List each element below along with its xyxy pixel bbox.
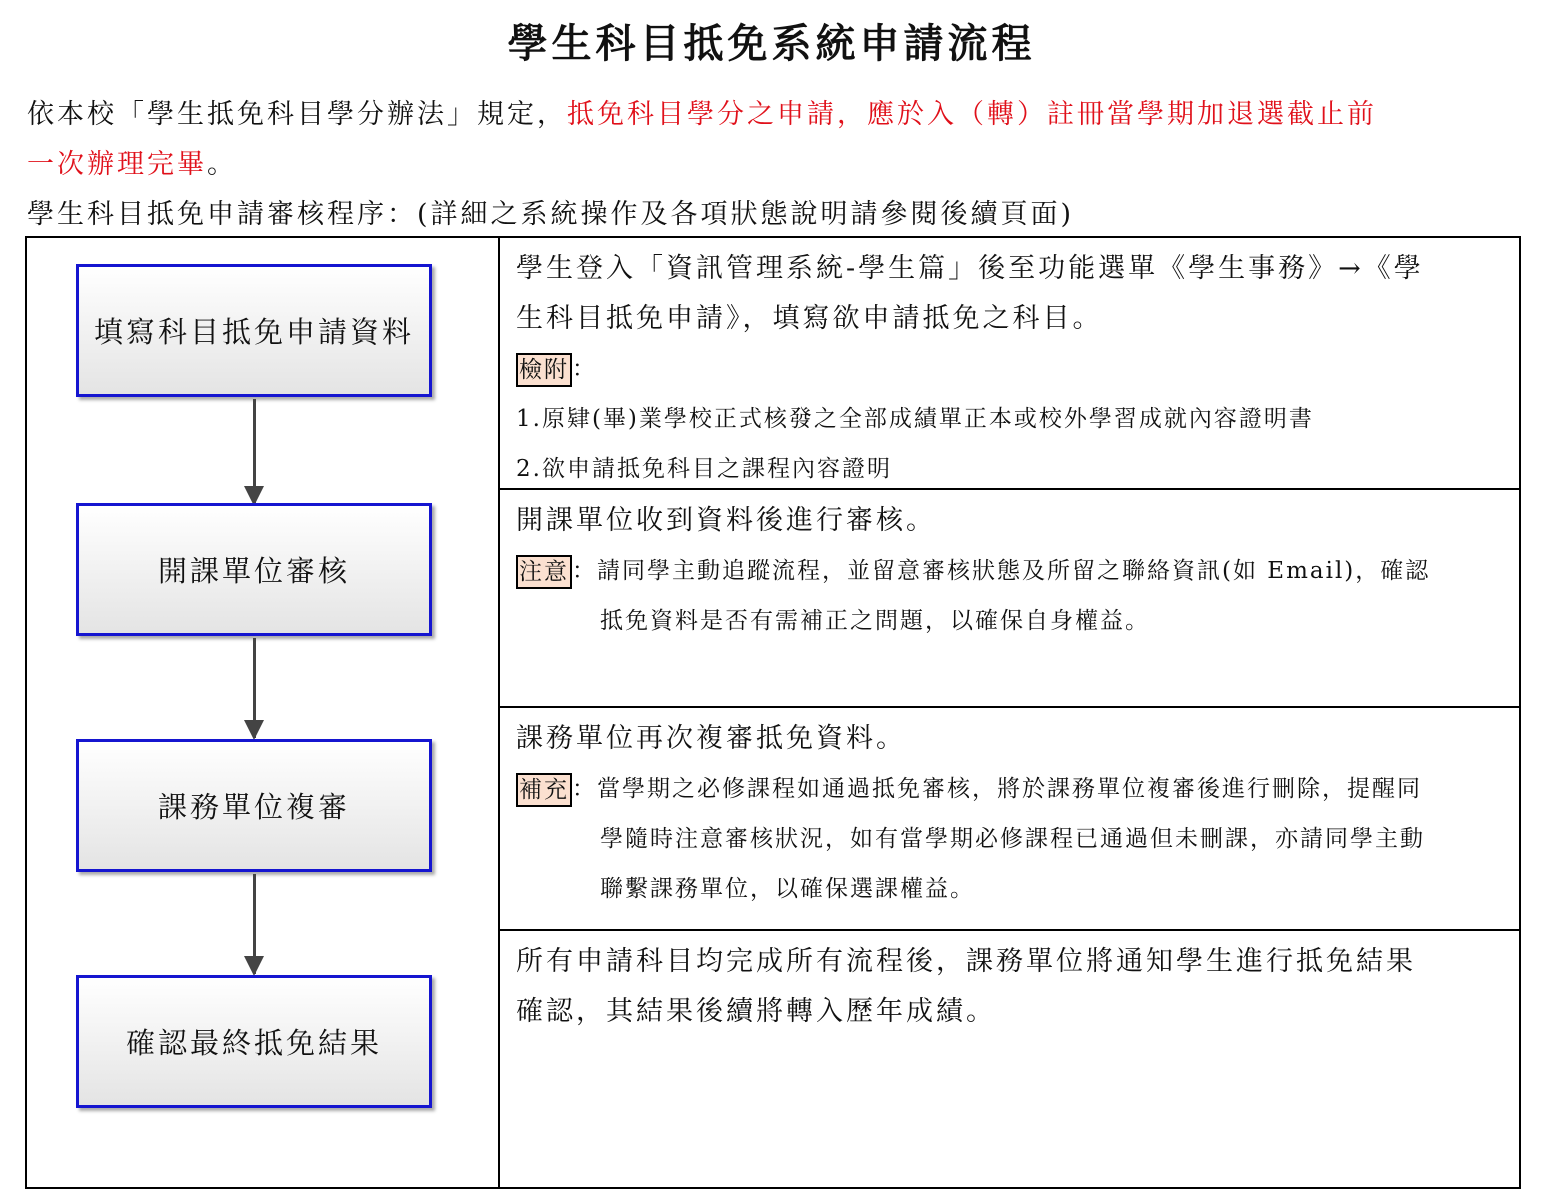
intro-deadline: 抵免科目學分之申請，應於入（轉）註冊當學期加退選截止前	[567, 99, 1377, 130]
detail-text: 開課單位收到資料後進行審核。	[516, 505, 936, 536]
arrow-down-icon	[253, 399, 256, 504]
detail-row-2	[500, 490, 1519, 708]
intro-prefix: 依本校「學生抵免科目學分辦法」規定，	[27, 99, 567, 130]
detail-text: 所有申請科目均完成所有流程後，課務單位將通知學生進行抵免結果	[516, 946, 1416, 977]
step-box-3: 課務單位複審	[76, 739, 432, 872]
detail-text: 確認，其結果後續將轉入歷年成績。	[516, 996, 996, 1027]
detail-text: 學生登入「資訊管理系統-學生篇」後至功能選單《學生事務》→《學	[516, 253, 1424, 284]
attachment-item: 1.原肄(畢)業學校正式核發之全部成績單正本或校外學習成就內容證明書	[516, 406, 1314, 432]
detail-row-4	[500, 931, 1519, 1189]
tag-colon: ：	[572, 356, 597, 382]
arrow-down-icon	[253, 638, 256, 738]
step-box-1: 填寫科目抵免申請資料	[76, 264, 432, 397]
note-text: 學隨時注意審核狀況，如有當學期必修課程已通過但未刪課，亦請同學主動	[600, 826, 1425, 852]
intro-suffix: 。	[207, 149, 237, 180]
detail-text: 課務單位再次複審抵免資料。	[516, 723, 906, 754]
notice-tag: 注意	[516, 555, 572, 589]
detail-row-1	[500, 238, 1519, 490]
supplement-tag: 補充	[516, 773, 572, 807]
intro-line-2	[27, 142, 237, 181]
procedure-heading: 學生科目抵免申請審核程序：(詳細之系統操作及各項狀態說明請參閱後續頁面)	[27, 199, 1075, 230]
attachment-tag: 檢附	[516, 353, 572, 387]
step-box-4: 確認最終抵免結果	[76, 975, 432, 1108]
intro-deadline-cont: 一次辦理完畢	[27, 149, 207, 180]
detail-text: 生科目抵免申請》，填寫欲申請抵免之科目。	[516, 303, 1103, 334]
attachment-item: 2.欲申請抵免科目之課程內容證明	[516, 456, 892, 482]
intro-line-1	[27, 92, 1377, 131]
flow-table	[25, 236, 1521, 1189]
page-title: 學生科目抵免系統申請流程	[507, 20, 1036, 67]
arrow-down-icon	[253, 874, 256, 974]
note-text: 抵免資料是否有需補正之問題，以確保自身權益。	[600, 608, 1150, 634]
step-box-2: 開課單位審核	[76, 503, 432, 636]
detail-row-3	[500, 708, 1519, 931]
note-text: ：當學期之必修課程如通過抵免審核，將於課務單位複審後進行刪除，提醒同	[572, 776, 1422, 802]
note-text: 聯繫課務單位，以確保選課權益。	[600, 876, 975, 902]
note-text: ：請同學主動追蹤流程，並留意審核狀態及所留之聯絡資訊(如 Email)，確認	[572, 558, 1431, 584]
